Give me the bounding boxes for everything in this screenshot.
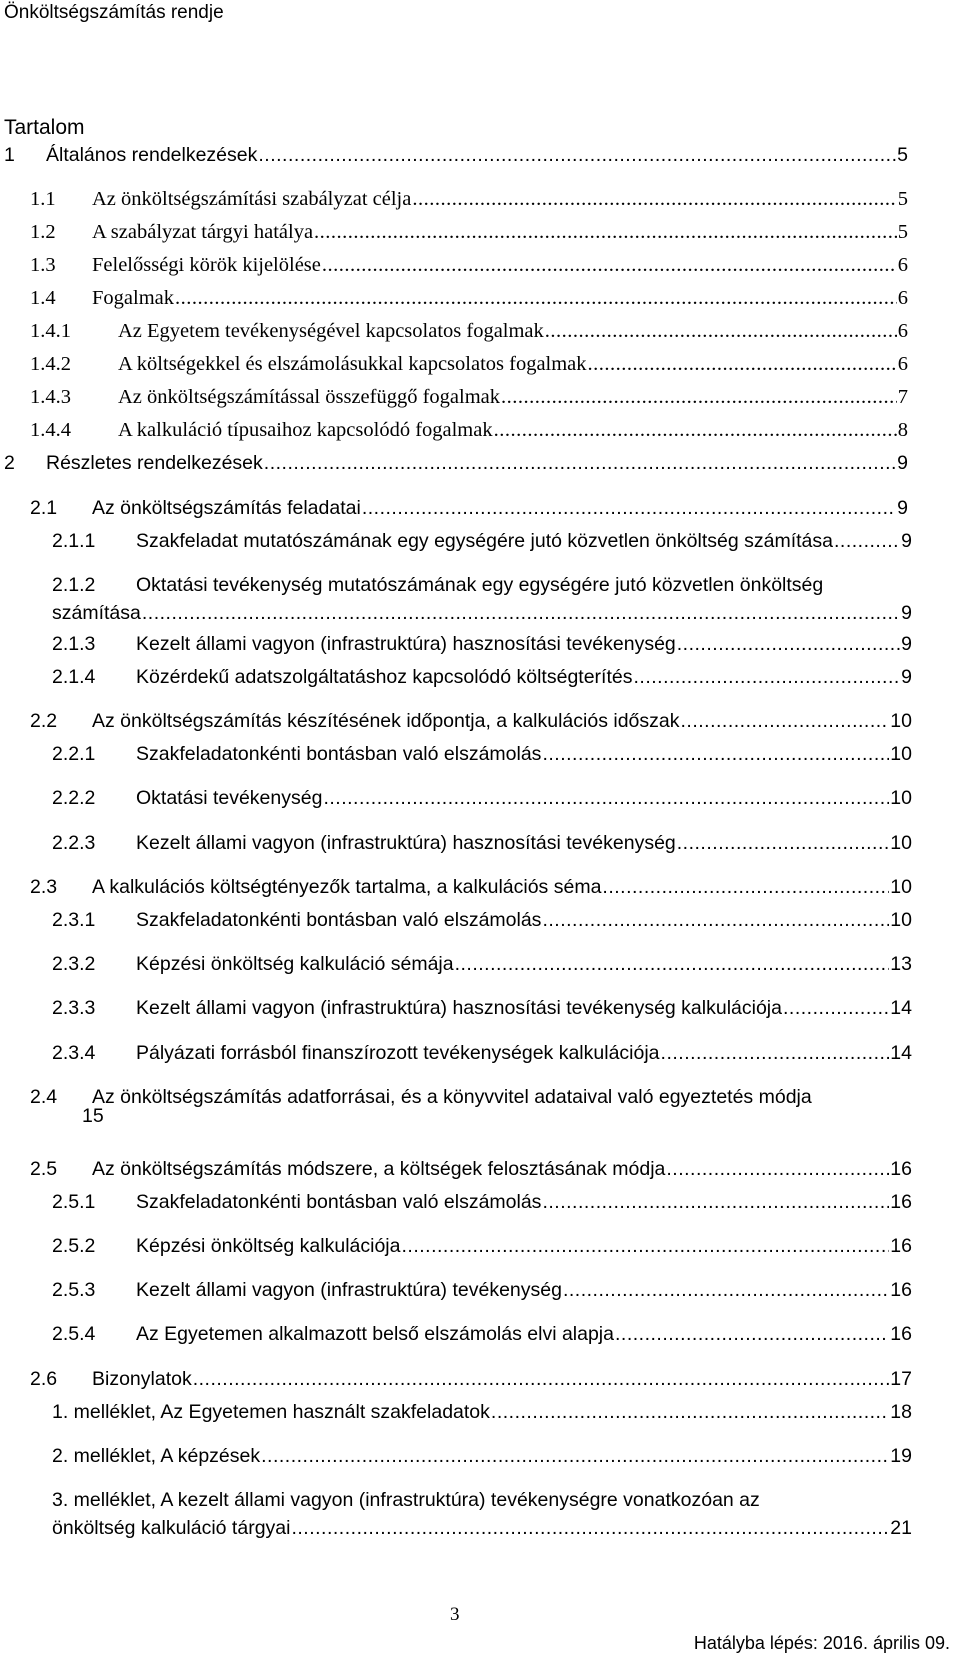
toc-dot-leader [615, 1325, 889, 1345]
toc-dot-leader [193, 1370, 890, 1390]
toc-entry-title: Oktatási tevékenység mutatószámának egy egységére jutó közvetlen önköltség [136, 573, 824, 596]
toc-entry[interactable] [52, 1272, 912, 1300]
toc-entry-title-continued: számítása [52, 601, 141, 624]
toc-entry[interactable] [52, 1438, 912, 1466]
toc-entry-number: 2.3.4 [52, 1041, 96, 1064]
toc-entry-number: 2.5 [30, 1157, 58, 1180]
toc-entry-title: Szakfeladatonkénti bontásban való elszámolás [136, 908, 542, 931]
toc-entry-title: Kezelt állami vagyon (infrastruktúra) hasznosítási tevékenység [136, 632, 676, 655]
toc-dot-leader [412, 189, 896, 210]
toc-dot-leader [677, 834, 890, 854]
toc-entry-page: 21 [890, 1516, 912, 1539]
toc-entry[interactable] [30, 214, 908, 242]
toc-entry-continuation[interactable] [52, 1510, 912, 1538]
toc-entry[interactable] [52, 1035, 912, 1063]
toc-entry-number: 2.5.2 [52, 1234, 96, 1257]
toc-dot-leader [322, 255, 897, 276]
toc-dot-leader [142, 604, 900, 624]
toc-entry[interactable] [30, 346, 908, 374]
toc-entry-page: 16 [890, 1157, 912, 1180]
toc-entry-number: 2.2.2 [52, 786, 96, 809]
toc-entry-number: 2.5.4 [52, 1322, 96, 1345]
toc-entry-number: 2.3.1 [52, 908, 96, 931]
toc-dot-leader [362, 499, 896, 519]
toc-entry[interactable] [52, 780, 912, 808]
toc-dot-leader [258, 146, 896, 166]
toc-entry-title: Az Egyetemen alkalmazott belső elszámolás elvi alapja [136, 1322, 614, 1345]
toc-dot-leader [264, 454, 896, 474]
toc-entry-number: 1.1 [30, 187, 56, 210]
toc-entry[interactable] [30, 1361, 912, 1389]
toc-dot-leader [455, 955, 890, 975]
toc-entry[interactable] [52, 567, 912, 595]
toc-dot-leader [314, 222, 897, 243]
toc-heading: Tartalom [4, 116, 85, 139]
toc-entry-page: 9 [901, 632, 912, 655]
toc-dot-leader [542, 745, 889, 765]
toc-dot-leader [494, 420, 897, 441]
toc-entry-number: 2.2 [30, 709, 58, 732]
toc-dot-leader [501, 387, 897, 408]
toc-entry-number: 1.4.4 [30, 418, 71, 441]
toc-entry[interactable] [52, 626, 912, 654]
toc-entry-page: 5 [897, 143, 908, 166]
toc-entry[interactable] [4, 137, 908, 165]
toc-entry-page: 19 [890, 1444, 912, 1467]
toc-entry-page: 9 [897, 451, 908, 474]
toc-entry-title: Felelősségi körök kijelölése [92, 253, 321, 276]
toc-entry-title: 3. melléklet, A kezelt állami vagyon (infrastruktúra) tevékenységre vonatkozóan az [52, 1488, 760, 1511]
toc-entry-page: 10 [890, 908, 912, 931]
toc-entry-number: 2.5.1 [52, 1190, 96, 1213]
toc-entry-page: 10 [890, 709, 912, 732]
toc-entry-title: Az önköltségszámítás feladatai [92, 496, 361, 519]
toc-entry-page: 5 [897, 220, 908, 243]
toc-entry-page: 16 [890, 1190, 912, 1213]
toc-entry[interactable] [30, 181, 908, 209]
toc-entry-title: A kalkulációs költségtényezők tartalma, a kalkulációs séma [92, 875, 602, 898]
toc-entry-title: Az önköltségszámítás módszere, a költségek felosztásának módja [92, 1157, 666, 1180]
toc-dot-leader [677, 635, 900, 655]
toc-entry-page: 6 [897, 319, 908, 342]
toc-entry[interactable] [52, 990, 912, 1018]
toc-dot-leader [545, 321, 897, 342]
toc-entry[interactable] [52, 825, 912, 853]
toc-entry-number: 2.2.1 [52, 742, 96, 765]
toc-dot-leader [588, 354, 897, 375]
toc-entry-title: Az önköltségszámítás készítésének időpontja, a kalkulációs időszak [92, 709, 680, 732]
toc-entry-page: 10 [890, 786, 912, 809]
toc-entry-title: Szakfeladat mutatószámának egy egységére jutó közvetlen önköltség számítása [136, 529, 833, 552]
toc-entry-page: 6 [897, 253, 908, 276]
toc-entry-number: 1.3 [30, 253, 56, 276]
toc-entry-number: 2.1.4 [52, 665, 96, 688]
toc-entry-title: Kezelt állami vagyon (infrastruktúra) hasznosítási tevékenység [136, 831, 676, 854]
toc-entry-title: A kalkuláció típusaihoz kapcsolódó fogalmak [118, 418, 493, 441]
toc-dot-leader [323, 789, 889, 809]
toc-entry[interactable] [30, 1151, 912, 1179]
toc-entry-number: 2.4 [30, 1085, 58, 1108]
toc-entry-number: 2.1 [30, 496, 58, 519]
toc-entry-number: 1.4.2 [30, 352, 71, 375]
toc-dot-leader [602, 878, 889, 898]
toc-entry-page: 16 [890, 1278, 912, 1301]
toc-entry-page: 16 [890, 1234, 912, 1257]
toc-entry[interactable] [30, 869, 912, 897]
toc-dot-leader [291, 1519, 889, 1539]
toc-entry[interactable] [52, 1316, 912, 1344]
toc-dot-leader [666, 1160, 889, 1180]
toc-entry-title: Általános rendelkezések [46, 143, 258, 166]
toc-entry-page: 9 [901, 665, 912, 688]
toc-dot-leader [680, 712, 889, 732]
toc-entry[interactable] [52, 659, 912, 687]
toc-entry-page: 15 [82, 1105, 104, 1127]
toc-dot-leader [563, 1281, 889, 1301]
toc-entry-page: 9 [901, 601, 912, 624]
toc-entry[interactable] [30, 1079, 912, 1107]
toc-entry[interactable] [30, 379, 908, 407]
toc-entry-title: 2. melléklet, A képzések [52, 1444, 261, 1467]
toc-dot-leader [175, 288, 897, 309]
toc-entry-title: Bizonylatok [92, 1367, 192, 1390]
toc-dot-leader [834, 532, 900, 552]
toc-entry-page: 14 [890, 1041, 912, 1064]
toc-entry-title: Szakfeladatonkénti bontásban való elszámolás [136, 1190, 542, 1213]
toc-dot-leader [542, 1193, 889, 1213]
toc-entry-number: 2.1.1 [52, 529, 96, 552]
toc-entry-number: 2.3.2 [52, 952, 96, 975]
toc-entry-number: 2 [4, 451, 15, 474]
toc-entry-title: Kezelt állami vagyon (infrastruktúra) tevékenység [136, 1278, 562, 1301]
toc-entry[interactable] [52, 1228, 912, 1256]
toc-entry[interactable] [52, 1184, 912, 1212]
toc-entry-number: 1.4.3 [30, 385, 71, 408]
toc-entry-title-continued: önköltség kalkuláció tárgyai [52, 1516, 291, 1539]
toc-entry-number: 2.1.3 [52, 632, 96, 655]
toc-entry-page: 7 [897, 385, 908, 408]
toc-entry-page: 6 [897, 352, 908, 375]
toc-entry-number: 1.4.1 [30, 319, 71, 342]
toc-entry-number: 2.2.3 [52, 831, 96, 854]
toc-entry-title: 1. melléklet, Az Egyetemen használt szakfeladatok [52, 1400, 490, 1423]
toc-entry[interactable] [52, 736, 912, 764]
toc-entry-page: 6 [897, 286, 908, 309]
toc-entry[interactable] [30, 490, 908, 518]
toc-entry[interactable] [4, 445, 908, 473]
toc-entry-page: 10 [890, 742, 912, 765]
toc-entry[interactable] [30, 412, 908, 440]
toc-entry-title: Részletes rendelkezések [46, 451, 263, 474]
toc-entry[interactable] [30, 313, 908, 341]
toc-dot-leader [491, 1403, 889, 1423]
toc-entry-title: Az Egyetem tevékenységével kapcsolatos fogalmak [118, 319, 544, 342]
toc-dot-leader [633, 668, 900, 688]
toc-dot-leader [661, 1044, 890, 1064]
toc-entry-title: A szabályzat tárgyi hatálya [92, 220, 314, 243]
toc-entry-page: 9 [897, 496, 908, 519]
toc-entry-number: 2.3 [30, 875, 58, 898]
toc-dot-leader [261, 1447, 889, 1467]
toc-entry[interactable] [52, 1394, 912, 1422]
toc-entry-page: 10 [890, 875, 912, 898]
toc-entry[interactable] [52, 902, 912, 930]
toc-entry-title: Pályázati forrásból finanszírozott tevékenységek kalkulációja [136, 1041, 660, 1064]
toc-dot-leader [542, 911, 889, 931]
toc-entry[interactable] [30, 280, 908, 308]
toc-entry-continuation[interactable] [52, 595, 912, 623]
toc-entry-number: 2.3.3 [52, 996, 96, 1019]
toc-entry-page: 8 [897, 418, 908, 441]
toc-entry[interactable] [52, 523, 912, 551]
toc-entry-title: Az önköltségszámítás adatforrásai, és a könyvvitel adataival való egyeztetés módja [92, 1085, 812, 1108]
toc-entry-number: 1.2 [30, 220, 56, 243]
toc-entry-number: 2.6 [30, 1367, 58, 1390]
toc-entry-page: 18 [890, 1400, 912, 1423]
document-header-title: Önköltségszámítás rendje [4, 2, 224, 23]
toc-entry-title: Oktatási tevékenység [136, 786, 323, 809]
toc-dot-leader [783, 999, 889, 1019]
toc-entry-page: 17 [890, 1367, 912, 1390]
toc-entry-page: 10 [890, 831, 912, 854]
effective-date: Hatályba lépés: 2016. április 09. [693, 1633, 950, 1653]
toc-entry-number: 1.4 [30, 286, 56, 309]
toc-entry-page: 13 [890, 952, 912, 975]
toc-entry-title: Képzési önköltség kalkulációja [136, 1234, 401, 1257]
toc-entry-page: 16 [890, 1322, 912, 1345]
toc-entry[interactable] [30, 703, 912, 731]
toc-entry-number: 2.5.3 [52, 1278, 96, 1301]
toc-entry-title: Az önköltségszámítással összefüggő fogalmak [118, 385, 501, 408]
toc-entry-title: Közérdekű adatszolgáltatáshoz kapcsolódó költségterítés [136, 665, 633, 688]
toc-dot-leader [402, 1237, 890, 1257]
toc-entry-title: A költségekkel és elszámolásukkal kapcsolatos fogalmak [118, 352, 587, 375]
toc-entry-page: 5 [897, 187, 908, 210]
page-number: 3 [450, 1604, 460, 1625]
toc-entry[interactable] [52, 1482, 912, 1510]
toc-entry-page: 14 [890, 996, 912, 1019]
toc-entry-page: 9 [901, 529, 912, 552]
toc-entry-title: Képzési önköltség kalkuláció sémája [136, 952, 454, 975]
toc-entry-title: Kezelt állami vagyon (infrastruktúra) hasznosítási tevékenység kalkulációja [136, 996, 782, 1019]
toc-entry-title: Fogalmak [92, 286, 174, 309]
toc-entry-number: 2.1.2 [52, 573, 96, 596]
toc-entry[interactable] [52, 946, 912, 974]
toc-entry-title: Szakfeladatonkénti bontásban való elszámolás [136, 742, 542, 765]
toc-entry-title: Az önköltségszámítási szabályzat célja [92, 187, 412, 210]
toc-entry[interactable] [30, 247, 908, 275]
toc-entry-number: 1 [4, 143, 15, 166]
